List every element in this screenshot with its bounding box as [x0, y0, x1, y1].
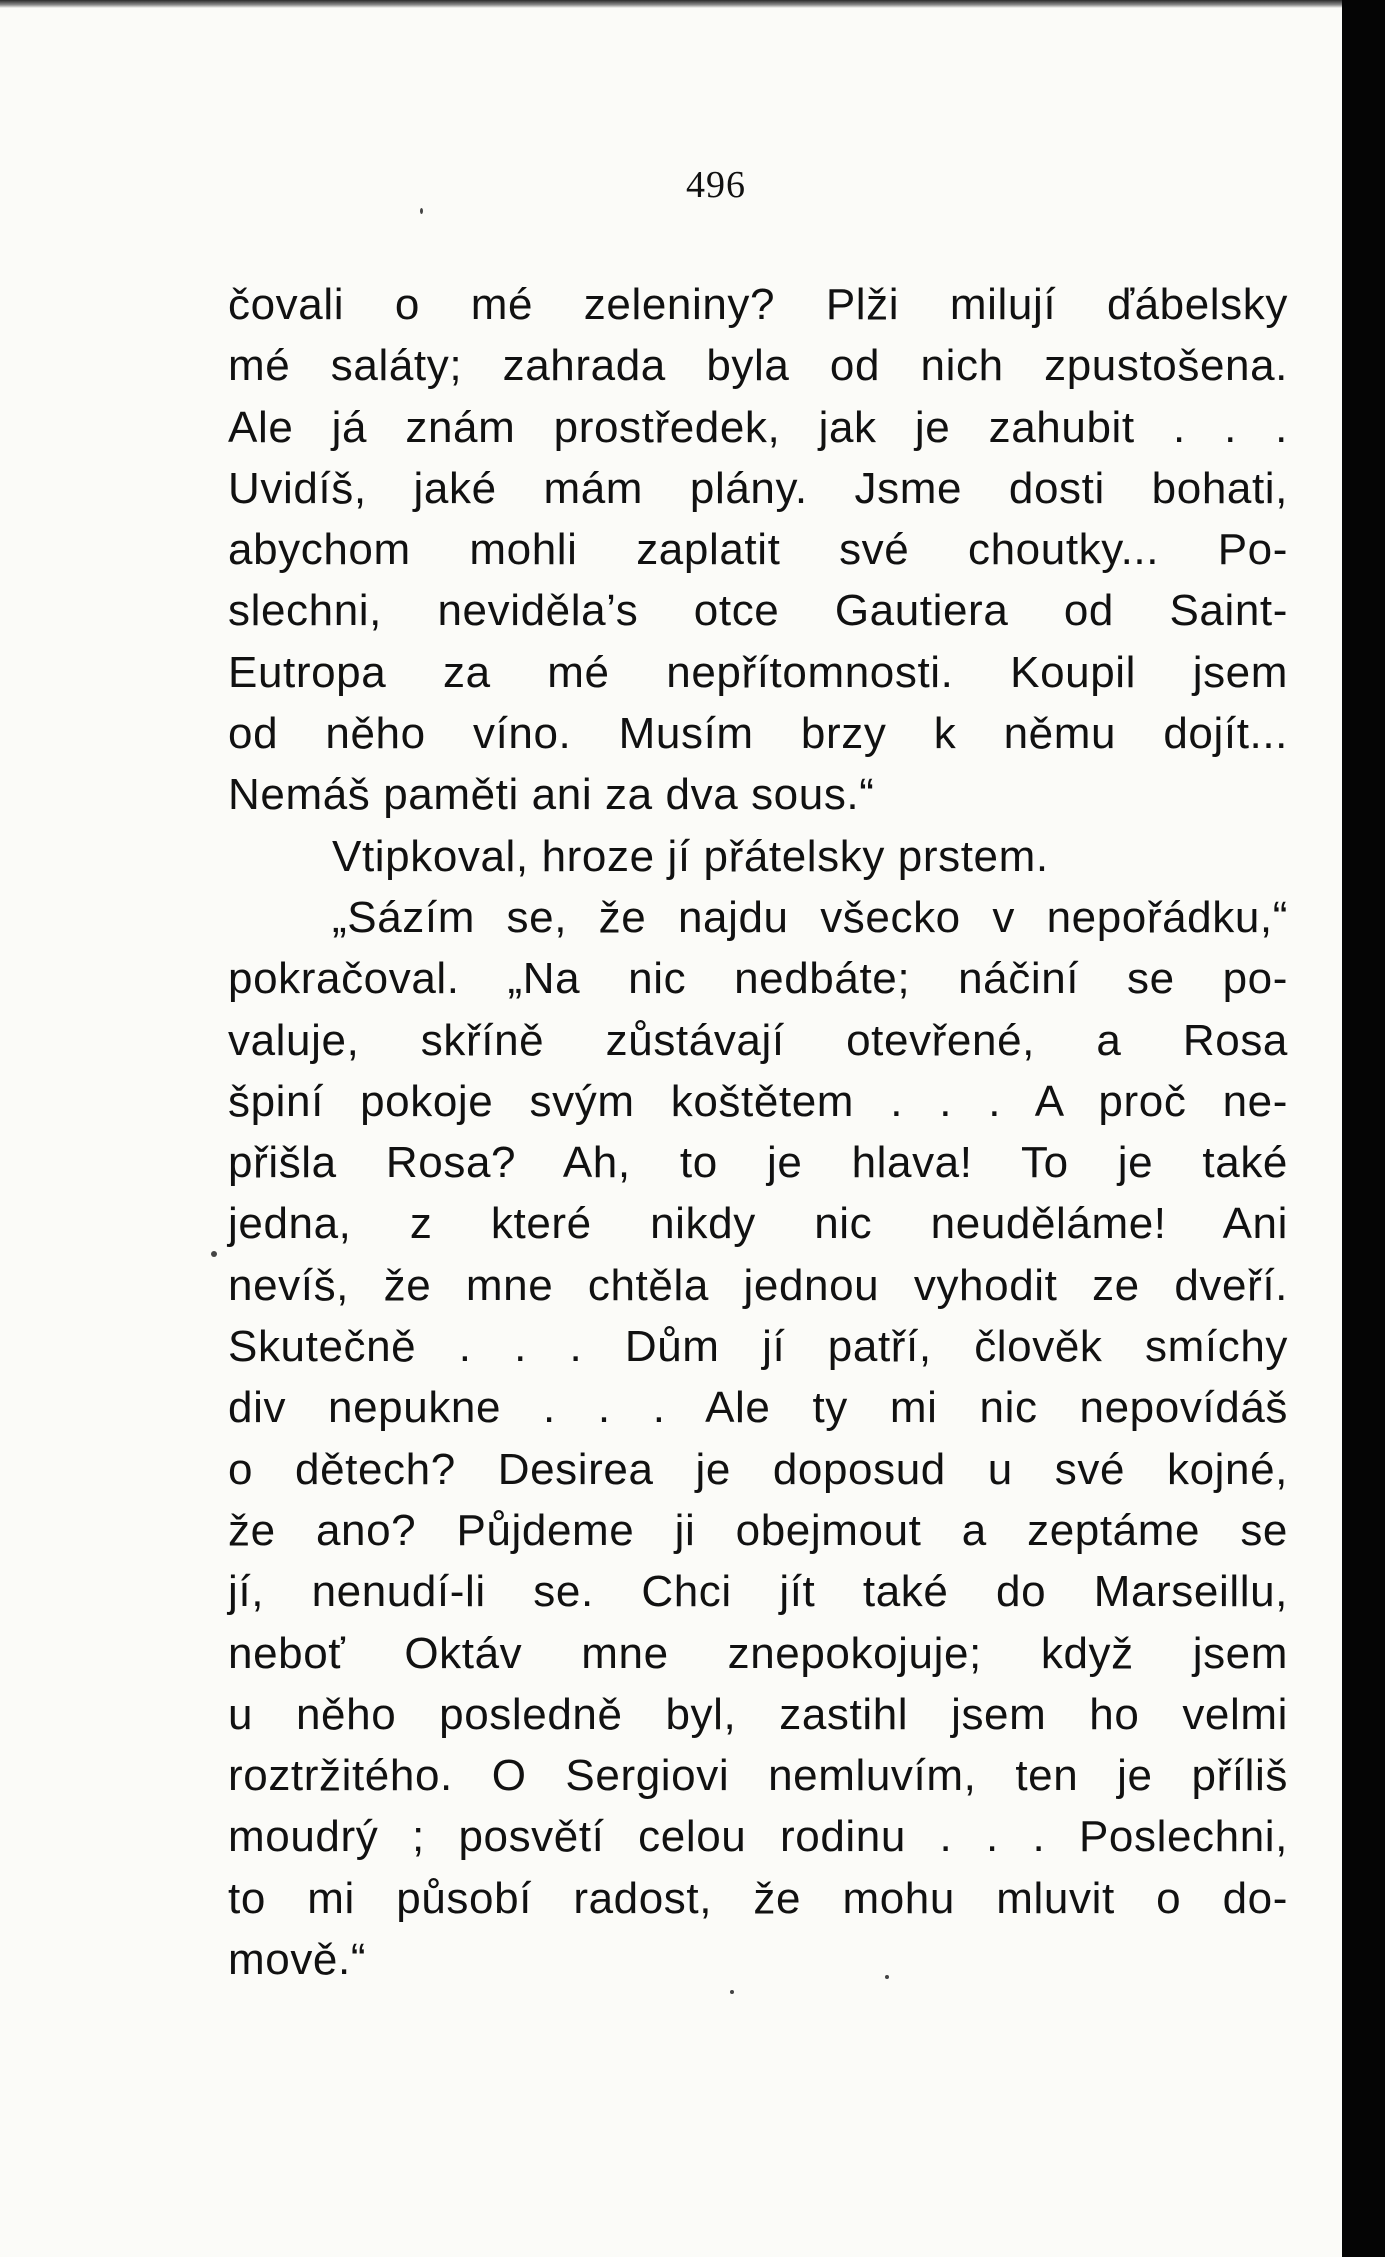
text-line: od něho víno. Musím brzy k němu dojít... — [228, 709, 1288, 759]
text-line: moudrý ; posvětí celou rodinu . . . Poslechni, — [228, 1812, 1288, 1862]
ink-speck — [420, 208, 423, 214]
text-line: Uvidíš, jaké mám plány. Jsme dosti bohati, — [228, 463, 1288, 513]
text-line: špiní pokoje svým koštětem . . . A proč ne- — [228, 1076, 1288, 1126]
text-line: mé saláty; zahrada byla od nich zpustošena. — [228, 341, 1288, 391]
text-line: mově.“ — [228, 1935, 367, 1985]
text-line: div nepukne . . . Ale ty mi nic nepovídáš — [228, 1383, 1288, 1433]
page-number: 496 — [686, 164, 746, 206]
text-line: přišla Rosa? Ah, to je hlava! To je také — [228, 1138, 1288, 1188]
scan-border — [1342, 0, 1385, 2257]
text-line: Nemáš paměti ani za dva sous.“ — [228, 770, 875, 820]
body-text — [228, 274, 1288, 1990]
text-line: Eutropa za mé nepřítomnosti. Koupil jsem — [228, 647, 1288, 697]
ink-speck — [211, 1251, 217, 1257]
text-line: u něho posledně byl, zastihl jsem ho velmi — [228, 1689, 1288, 1739]
text-line: Skutečně . . . Dům jí patří, člověk smíchy — [228, 1322, 1288, 1372]
text-line: jí, nenudí-li se. Chci jít také do Marseillu, — [228, 1567, 1288, 1617]
text-line: to mi působí radost, že mohu mluvit o do- — [228, 1873, 1288, 1923]
text-line: nevíš, že mne chtěla jednou vyhodit ze dveří. — [228, 1260, 1288, 1310]
text-line: slechni, neviděla’s otce Gautiera od Saint- — [228, 586, 1288, 636]
text-line: že ano? Půjdeme ji obejmout a zeptáme se — [228, 1505, 1288, 1555]
ink-speck — [730, 1990, 734, 1994]
text-line: „Sázím se, že najdu všecko v nepořádku,“ — [332, 892, 1288, 942]
ink-speck — [885, 1975, 889, 1979]
text-line: Ale já znám prostředek, jak je zahubit . . . — [228, 402, 1288, 452]
page-top-edge — [0, 0, 1342, 8]
text-line: Vtipkoval, hroze jí přátelsky prstem. — [332, 831, 1049, 881]
text-line: jedna, z které nikdy nic neuděláme! Ani — [228, 1199, 1288, 1249]
text-line: čovali o mé zeleniny? Plži milují ďábelsky — [228, 280, 1288, 329]
text-line: neboť Oktáv mne znepokojuje; když jsem — [228, 1628, 1288, 1678]
text-line: valuje, skříně zůstávají otevřené, a Rosa — [228, 1015, 1288, 1065]
text-line: pokračoval. „Na nic nedbáte; náčiní se po- — [228, 954, 1288, 1004]
text-line: roztržitého. O Sergiovi nemluvím, ten je příliš — [228, 1751, 1288, 1801]
text-line: abychom mohli zaplatit své choutky... Po- — [228, 525, 1288, 575]
text-line: o dětech? Desirea je doposud u své kojné, — [228, 1444, 1288, 1494]
